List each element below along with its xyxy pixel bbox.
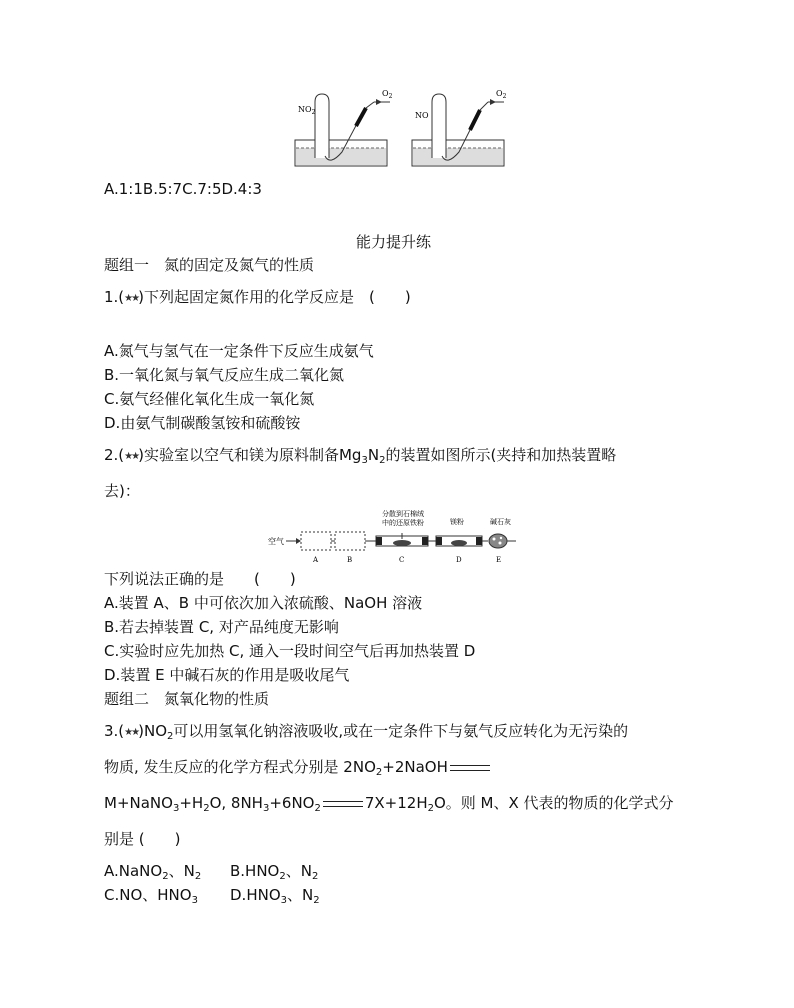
device-c bbox=[376, 533, 428, 546]
section-title: 能力提升练 bbox=[356, 233, 432, 251]
apparatus-figure bbox=[268, 508, 528, 566]
equation-equals-sign bbox=[323, 801, 363, 807]
d-label: 镁粉 bbox=[450, 518, 464, 526]
equation-equals-sign bbox=[450, 765, 490, 771]
left-beaker bbox=[295, 89, 393, 166]
label-a: A bbox=[313, 556, 319, 564]
difficulty-stars-icon: ★★ bbox=[124, 293, 139, 304]
label-b: B bbox=[347, 556, 353, 564]
q2-option-a: A.装置 A、B 中可依次加入浓硫酸、NaOH 溶液 bbox=[104, 594, 423, 612]
e-label: 碱石灰 bbox=[490, 518, 511, 526]
label-e: E bbox=[496, 556, 502, 564]
difficulty-stars-icon: ★★ bbox=[124, 451, 139, 462]
right-beaker bbox=[412, 89, 507, 166]
o2-right-label: $O_2$ bbox=[496, 89, 507, 100]
q3-option-d: $D.HNO_3$、$N_2$ bbox=[230, 886, 320, 906]
label-d: D bbox=[456, 556, 462, 564]
top-answer-options: A.1:1B.5:7C.7:5D.4:3 bbox=[104, 180, 262, 198]
question-2-stem-cont: 去)： bbox=[104, 482, 140, 500]
device-e bbox=[489, 534, 516, 548]
question-3-line-4: 别是 ( ) bbox=[104, 830, 181, 848]
q1-option-c: C.氨气经催化氧化生成一氧化氮 bbox=[104, 390, 315, 408]
label-c: C bbox=[399, 556, 405, 564]
c-label-1: 分散到石棉绒 bbox=[382, 510, 424, 518]
question-1-stem: 1.(★★)下列起固定氮作用的化学反应是 ( ) bbox=[104, 288, 411, 306]
q1-option-b: B.一氧化氮与氧气反应生成二氧化氮 bbox=[104, 366, 345, 384]
device-a bbox=[301, 532, 331, 550]
question-3-line-3: $M+NaNO_3+H_2O$, $8NH_3+6NO_2$ $7X+12H_2O$。则 M、X 代表的物质的化学式分 bbox=[104, 794, 674, 814]
c-label-2: 中的还原铁粉 bbox=[382, 519, 424, 527]
question-3-line-2: 物质, 发生反应的化学方程式分别是 $2NO_2+2NaOH$ bbox=[104, 758, 492, 776]
no-label: NO bbox=[415, 111, 429, 120]
q3-option-b: $B.HNO_2$、$N_2$ bbox=[230, 862, 319, 882]
o2-left-label: $O_2$ bbox=[382, 89, 393, 100]
q1-option-d: D.由氨气制碳酸氢铵和硫酸铵 bbox=[104, 414, 301, 432]
gas-collection-figure bbox=[290, 88, 510, 170]
q3-option-a: A.NaNO$_2$、$N_2$ bbox=[104, 862, 202, 882]
q2-option-d: D.装置 E 中碱石灰的作用是吸收尾气 bbox=[104, 666, 350, 684]
q2-option-b: B.若去掉装置 C, 对产品纯度无影响 bbox=[104, 618, 339, 636]
q2-option-c: C.实验时应先加热 C, 通入一段时间空气后再加热装置 D bbox=[104, 642, 476, 660]
device-d bbox=[436, 536, 482, 546]
q3-option-c: C.NO、$HNO_3$ bbox=[104, 886, 198, 906]
device-b bbox=[335, 532, 365, 550]
q2-prompt: 下列说法正确的是 ( ) bbox=[104, 570, 296, 588]
group1-title: 题组一 氮的固定及氮气的性质 bbox=[104, 256, 315, 274]
difficulty-stars-icon: ★★ bbox=[124, 727, 139, 738]
air-label: 空气 bbox=[268, 537, 284, 546]
group2-title: 题组二 氮氧化物的性质 bbox=[104, 690, 270, 708]
q1-option-a: A.氮气与氢气在一定条件下反应生成氨气 bbox=[104, 342, 374, 360]
question-2-stem: 2.(★★)实验室以空气和镁为原料制备$Mg_3N_2$的装置如图所示(夹持和加热装置略 bbox=[104, 446, 617, 466]
no2-label: $NO_2$ bbox=[298, 105, 316, 116]
question-3-line-1: $3.(★★)NO_2$可以用氢氧化钠溶液吸收,或在一定条件下与氨气反应转化为无污染的 bbox=[104, 722, 629, 742]
